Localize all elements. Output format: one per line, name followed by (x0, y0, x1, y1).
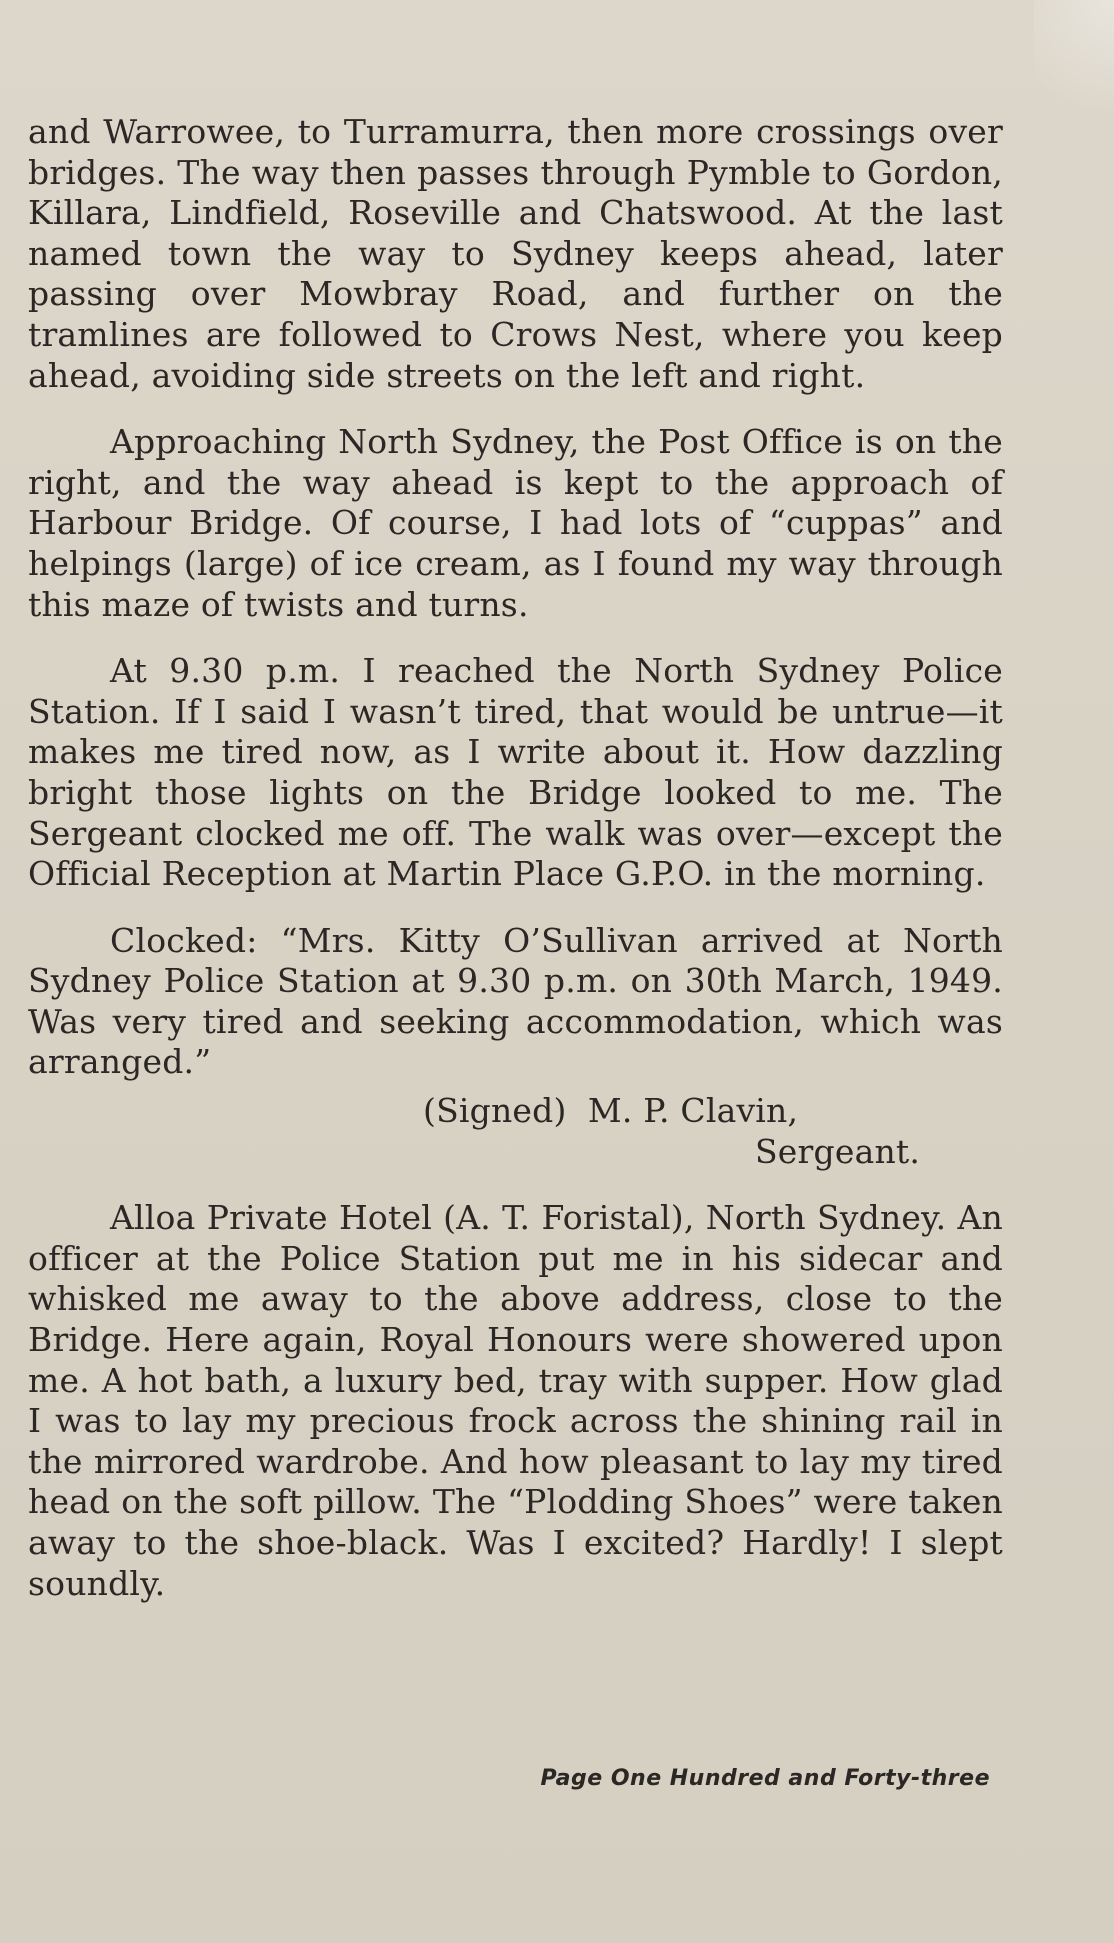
paragraph-police-station: At 9.30 p.m. I reached the North Sydney Police Station. If I said I wasn’t tired, that would be untrue—it makes me tired now, as I write about it. How dazzling bright those lights on the Bridge looked to me. The Sergeant clocked me off. The walk was over—except the Official Reception at Martin Place G.P.O. in the morning. (28, 651, 1003, 894)
page-corner-shading (1034, 0, 1114, 140)
signature-title: Sergeant. (755, 1131, 921, 1171)
paragraph-clocked-statement: Clocked: “Mrs. Kitty O’Sullivan arrived at North Sydney Police Station at 9.30 p.m. on 30th March, 1949. Was very tired and seeking accommodation, which was arranged.” (28, 920, 1003, 1082)
paragraph-hotel: Alloa Private Hotel (A. T. Foristal), North Sydney. An officer at the Police Station put me in his sidecar and whisked me away to the above address, close to the Bridge. Here again, Royal Honours were showered upon me. A hot bath, a luxury bed, tray with supper. How glad I was to lay my precious frock across the shining rail in the mirrored wardrobe. And how pleasant to lay my tired head on the soft pillow. The “Plodding Shoes” were taken away to the shoe-black. Was I excited? Hardly! I slept soundly. (28, 1198, 1003, 1603)
page-number-footer: Page One Hundred and Forty-three (540, 1766, 990, 1791)
signature-line: (Signed) M. P. Clavin, (423, 1091, 799, 1131)
paragraph-continuation: and Warrowee, to Turramurra, then more crossings over bridges. The way then passes through Pymble to Gordon, Killara, Lindfield, Roseville and Chatswood. At the last named town the way to Sydney keeps ahead, later passing over Mowbray Road, and further on the tramlines are followed to Crows Nest, where you keep ahead, avoiding side streets on the left and right. (28, 112, 1003, 395)
body-text (28, 112, 1003, 1630)
paragraph-post-office: Approaching North Sydney, the Post Office is on the right, and the way ahead is kept to the approach of Harbour Bridge. Of course, I had lots of “cuppas” and helpings (large) of ice cream, as I found my way through this maze of twists and turns. (28, 422, 1003, 624)
